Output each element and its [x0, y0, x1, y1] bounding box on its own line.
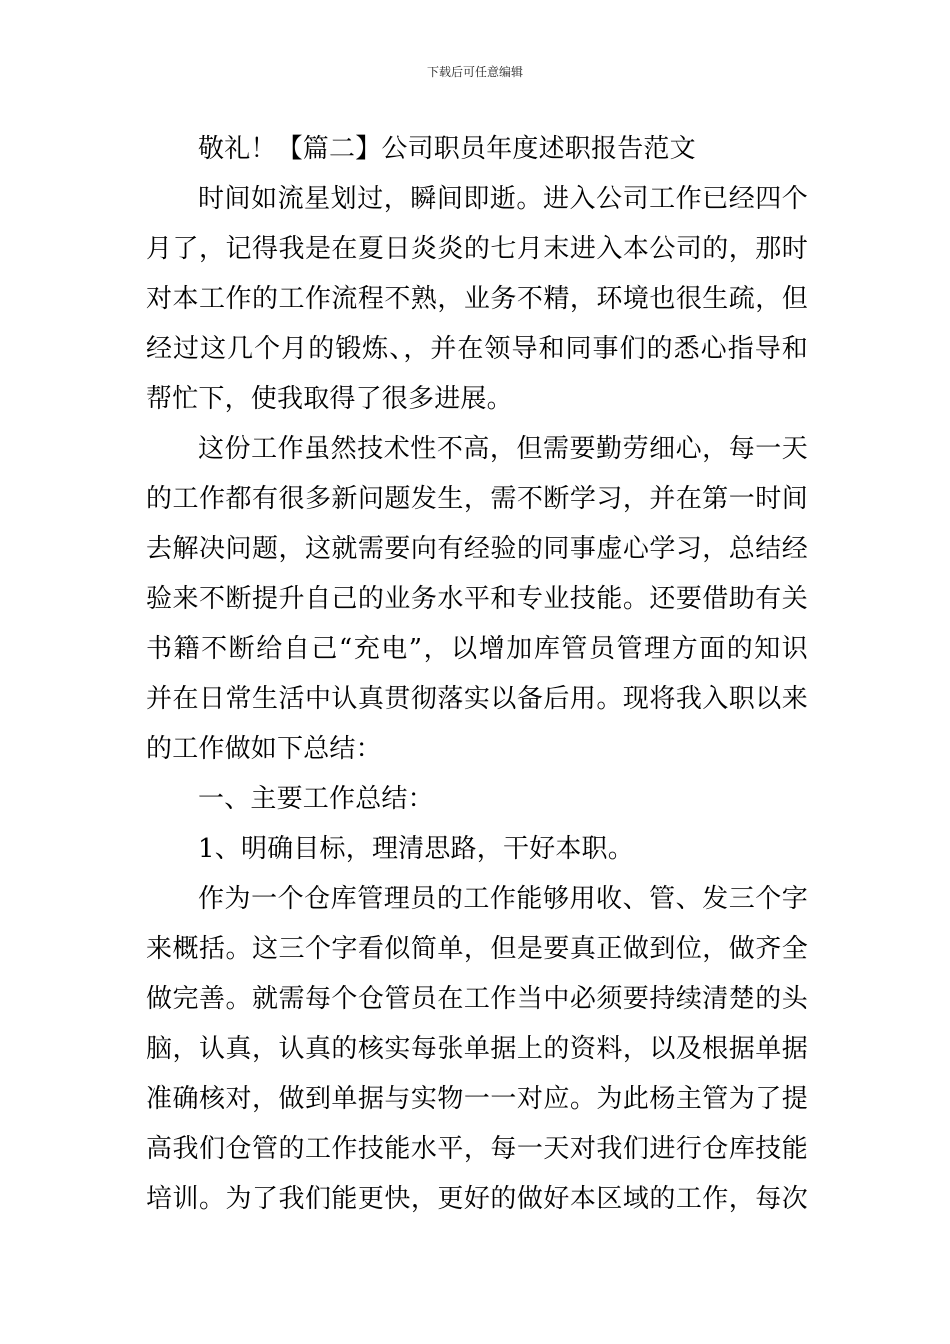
text-line: 敬礼！【篇二】公司职员年度述职报告范文 — [198, 134, 696, 164]
text-line: 高我们仓管的工作技能水平，每一天对我们进行仓库技能 — [146, 1134, 808, 1164]
text-line: 帮忙下，使我取得了很多进展。 — [146, 384, 513, 414]
text-line: 书籍不断给自己“充电”，以增加库管员管理方面的知识 — [146, 634, 808, 664]
text-line: 时间如流星划过，瞬间即逝。进入公司工作已经四个 — [198, 184, 808, 214]
text-line: 一、主要工作总结： — [198, 784, 434, 814]
text-line: 去解决问题，这就需要向有经验的同事虚心学习，总结经 — [146, 534, 808, 564]
text-line: 来概括。这三个字看似简单，但是要真正做到位，做齐全 — [146, 934, 808, 964]
text-line: 脑，认真，认真的核实每张单据上的资料，以及根据单据 — [146, 1034, 808, 1064]
document-body — [146, 124, 808, 1224]
text-line: 作为一个仓库管理员的工作能够用收、管、发三个字 — [198, 884, 808, 914]
text-line: 培训。为了我们能更快，更好的做好本区域的工作，每次 — [146, 1184, 808, 1214]
text-line: 验来不断提升自己的业务水平和专业技能。还要借助有关 — [146, 584, 808, 614]
text-line: 的工作做如下总结： — [146, 734, 382, 764]
text-line: 准确核对，做到单据与实物一一对应。为此杨主管为了提 — [146, 1084, 808, 1114]
text-line: 对本工作的工作流程不熟，业务不精，环境也很生疏，但 — [146, 284, 808, 314]
text-line: 做完善。就需每个仓管员在工作当中必须要持续清楚的头 — [146, 984, 808, 1014]
text-line: 月了，记得我是在夏日炎炎的七月末进入本公司的，那时 — [146, 234, 808, 264]
text-line: 并在日常生活中认真贯彻落实以备后用。现将我入职以来 — [146, 684, 808, 714]
page-header: 下载后可任意编辑 — [426, 65, 523, 79]
text-line: 这份工作虽然技术性不高，但需要勤劳细心，每一天 — [198, 434, 808, 464]
text-line: 1、明确目标，理清思路，干好本职。 — [198, 834, 634, 864]
text-line: 的工作都有很多新问题发生，需不断学习，并在第一时间 — [146, 484, 808, 514]
text-line: 经过这几个月的锻炼、，并在领导和同事们的悉心指导和 — [146, 334, 808, 364]
